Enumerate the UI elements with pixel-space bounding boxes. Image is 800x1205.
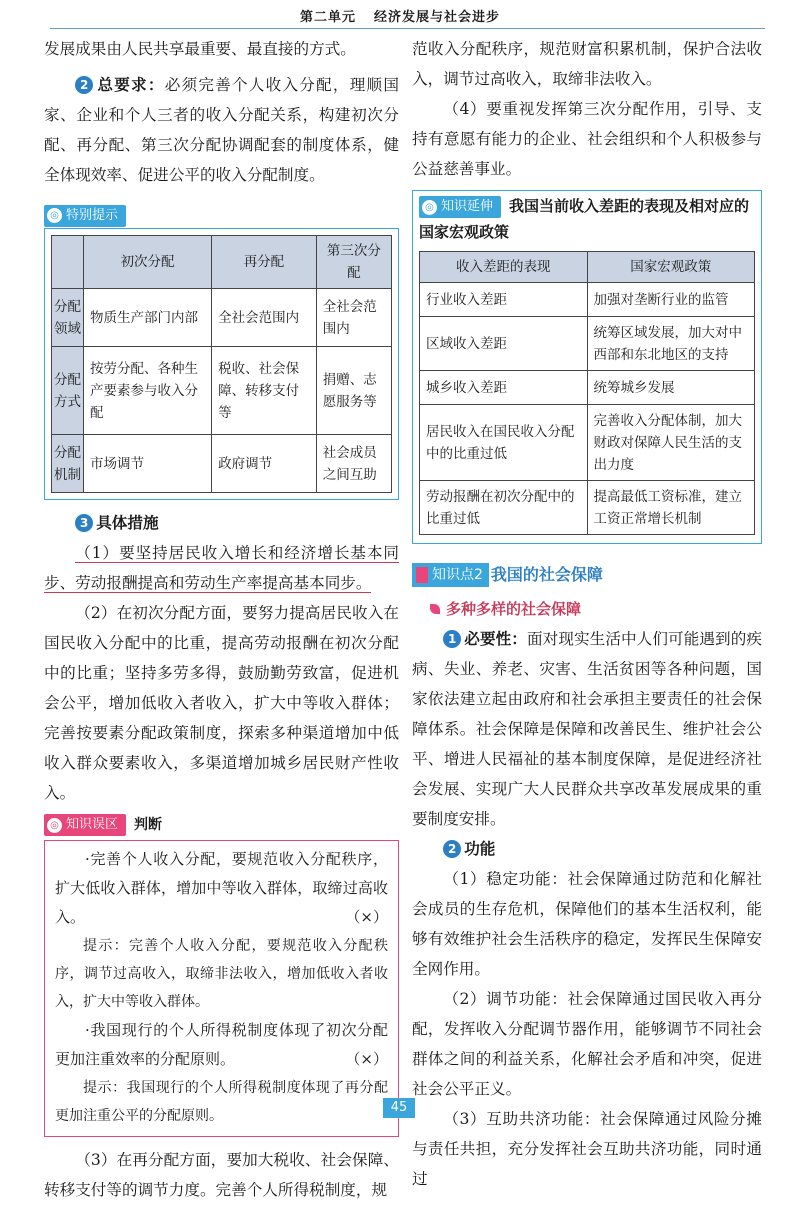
judgement-1: [55, 845, 388, 932]
table-cell: 劳动报酬在初次分配中的比重过低: [420, 481, 588, 535]
subsection-title: [430, 594, 762, 624]
necessity-text: 面对现实生活中人们可能遇到的疾病、失业、养老、灾害、生活贫困等各种问题，国家依法建立起由政府和社会承担主要责任的社会保障体系。社会保障是保障和改善民生、维护社会公平、增进人民福祉的基本制度保障，是促进经济社会发展、实现广大人民群众共享改革发展成果的重要制度安排。: [412, 630, 762, 828]
header-unit: 第二单元: [299, 10, 356, 25]
table-header-row: [420, 252, 755, 283]
measure-4: （4）要重视发挥第三次分配作用，引导、支持有意愿有能力的企业、社会组织和个人积极参与公益慈善事业。: [412, 100, 762, 178]
table-cell: 市场调节: [84, 435, 212, 493]
requirement-label: 总要求：: [96, 76, 165, 94]
judgement-2: [55, 1016, 388, 1074]
necessity-label: 必要性：: [464, 630, 527, 648]
function-heading: [412, 834, 762, 864]
table-row: [52, 347, 392, 435]
book-icon: [416, 567, 428, 583]
misconception-frame: [44, 840, 399, 1137]
hint-1: 提示：完善个人收入分配，要规范收入分配秩序，调节过高收入，取缔非法收入，增加低收入者收入，扩大中等收入群体。: [55, 938, 388, 1010]
hint-2: 提示：我国现行的个人所得税制度体现了再分配更加注重公平的分配原则。: [55, 1080, 388, 1124]
table-row: [52, 289, 392, 347]
right-column: [412, 34, 762, 1194]
necessity-paragraph: [412, 624, 762, 834]
extension-header: [419, 193, 755, 245]
knowledge-point-title: 我国的社会保障: [490, 565, 603, 584]
table-header-cell: 第三次分配: [316, 236, 391, 289]
misconception-box: [44, 810, 399, 1137]
misconception-tag: [44, 814, 126, 836]
judgement-2-text: ·我国现行的个人所得税制度体现了初次分配更加注重效率的分配原则。: [55, 1021, 388, 1068]
extension-icon: ◎: [422, 200, 437, 215]
table-cell: 加强对垄断行业的监管: [587, 283, 755, 317]
number-badge: 1: [443, 630, 461, 648]
number-badge: 2: [443, 840, 461, 858]
table-cell: 统筹区域发展，加大对中西部和东北地区的支持: [587, 317, 755, 371]
table-row: [420, 317, 755, 371]
function-label: 功能: [464, 840, 496, 858]
extension-tag-label: 知识延伸: [441, 199, 494, 214]
measure-3: （3）在再分配方面，要加大税收、社会保障、转移支付等的调节力度。完善个人所得税制度，规: [44, 1151, 399, 1199]
table-header-row: [52, 236, 392, 289]
extension-title: 我国当前收入差距的表现及相对应的国家宏观政策: [419, 197, 750, 241]
table-row: [52, 435, 392, 493]
table-row: [420, 405, 755, 481]
tip-tag: [44, 205, 126, 227]
table-row: [420, 371, 755, 405]
knowledge-point-tag: [412, 563, 489, 587]
extension-tag: [419, 196, 501, 218]
extension-frame: [412, 190, 762, 544]
measure-2: （2）在初次分配方面，要努力提高居民收入在国民收入分配中的比重，提高劳动报酬在初次分配中的比重；坚持多劳多得，鼓励勤劳致富，促进机会公平，增加低收入者收入，扩大中等收入群体；完善按要素分配政策制度，探索多种渠道增加中低收入群众要素收入，多渠道增加城乡居民财产性收入。: [44, 604, 399, 802]
table-cell: 统筹城乡发展: [587, 371, 755, 405]
tip-icon: ◎: [47, 208, 62, 223]
measure-1-text: （1）要坚持居民收入增长和经济增长基本同步、劳动报酬提高和劳动生产率提高基本同步。: [44, 544, 399, 592]
table-cell: 居民收入在国民收入分配中的比重过低: [420, 405, 588, 481]
tip-box: [44, 198, 399, 500]
table-cell: 城乡收入差距: [420, 371, 588, 405]
header-title: 经济发展与社会进步: [374, 10, 501, 25]
leaf-icon: [430, 604, 440, 614]
paragraph: 范收入分配秩序，规范财富积累机制，保护合法收入，调节过高收入，取缔非法收入。: [412, 40, 762, 88]
measures-heading: [44, 508, 399, 538]
wrong-mark: （×）: [345, 1050, 388, 1068]
table-cell: 完善收入分配体制，加大财政对保障人民生活的支出力度: [587, 405, 755, 481]
table-cell: 政府调节: [212, 435, 317, 493]
requirement-text: 必须完善个人收入分配，理顺国家、企业和个人三者的收入分配关系，构建初次分配、再分配、第三次分配协调配套的制度体系，健全体现效率、促进公平的收入分配制度。: [44, 76, 399, 184]
function-3: （3）互助共济功能：社会保障通过风险分摊与责任共担，充分发挥社会互助共济功能，同时通过: [412, 1110, 762, 1188]
running-header: [0, 6, 800, 25]
extension-box: [412, 190, 762, 544]
table-header-cell: 收入差距的表现: [420, 252, 588, 283]
number-badge: 2: [75, 76, 93, 94]
measure-1: [44, 538, 399, 598]
knowledge-point-tag-label: 知识点2: [432, 567, 483, 583]
table-header-cell: [52, 236, 84, 289]
table-header-cell: 初次分配: [84, 236, 212, 289]
table-cell: 按劳分配、各种生产要素参与收入分配: [84, 347, 212, 435]
number-badge: 3: [75, 514, 93, 532]
table-cell: 社会成员之间互助: [316, 435, 391, 493]
paragraph: 发展成果由人民共享最重要、最直接的方式。: [44, 40, 356, 58]
table-cell: 物质生产部门内部: [84, 289, 212, 347]
table-cell: 税收、社会保障、转移支付等: [212, 347, 317, 435]
table-cell: 区域收入差距: [420, 317, 588, 371]
misconception-tag-label: 知识误区: [66, 817, 119, 832]
judgement-1-text: ·完善个人收入分配，要规范收入分配秩序，扩大低收入群体，增加中等收入群体，取缔过高收入。: [55, 850, 388, 926]
table-header-cell: 国家宏观政策: [587, 252, 755, 283]
tip-table-frame: [44, 228, 399, 500]
function-1: （1）稳定功能：社会保障通过防范和化解社会成员的生存危机，保障他们的基本生活权利，能够有效维护社会生活秩序的稳定，发挥民生保障安全网作用。: [412, 870, 762, 978]
table-row: [420, 481, 755, 535]
misconception-header: [44, 810, 399, 840]
misconception-title: 判断: [134, 817, 163, 833]
table-cell: 行业收入差距: [420, 283, 588, 317]
subsection-title-text: 多种多样的社会保障: [446, 600, 582, 618]
wrong-mark: （×）: [345, 908, 388, 926]
knowledge-point-header: [412, 560, 762, 590]
judgement-list: [45, 841, 398, 1130]
misconception-icon: ◎: [47, 818, 62, 833]
table-row-label: 分配领域: [52, 289, 84, 347]
left-column: [44, 34, 399, 1205]
table-cell: 全社会范围内: [316, 289, 391, 347]
distribution-table: [51, 235, 392, 493]
measures-label: 具体措施: [96, 514, 159, 532]
header-rule: [50, 28, 765, 29]
table-cell: 提高最低工资标准，建立工资正常增长机制: [587, 481, 755, 535]
function-2: （2）调节功能：社会保障通过国民收入再分配，发挥收入分配调节器作用，能够调节不同社会群体之间的利益关系，化解社会矛盾和冲突，促进社会公平正义。: [412, 990, 762, 1098]
requirement-paragraph: [44, 70, 399, 190]
income-gap-table: [419, 251, 755, 535]
table-header-cell: 再分配: [212, 236, 317, 289]
page-number: 45: [383, 1098, 415, 1118]
table-row-label: 分配机制: [52, 435, 84, 493]
table-cell: 全社会范围内: [212, 289, 317, 347]
table-row: [420, 283, 755, 317]
table-row-label: 分配方式: [52, 347, 84, 435]
table-cell: 捐赠、志愿服务等: [316, 347, 391, 435]
tip-tag-label: 特别提示: [66, 207, 119, 223]
